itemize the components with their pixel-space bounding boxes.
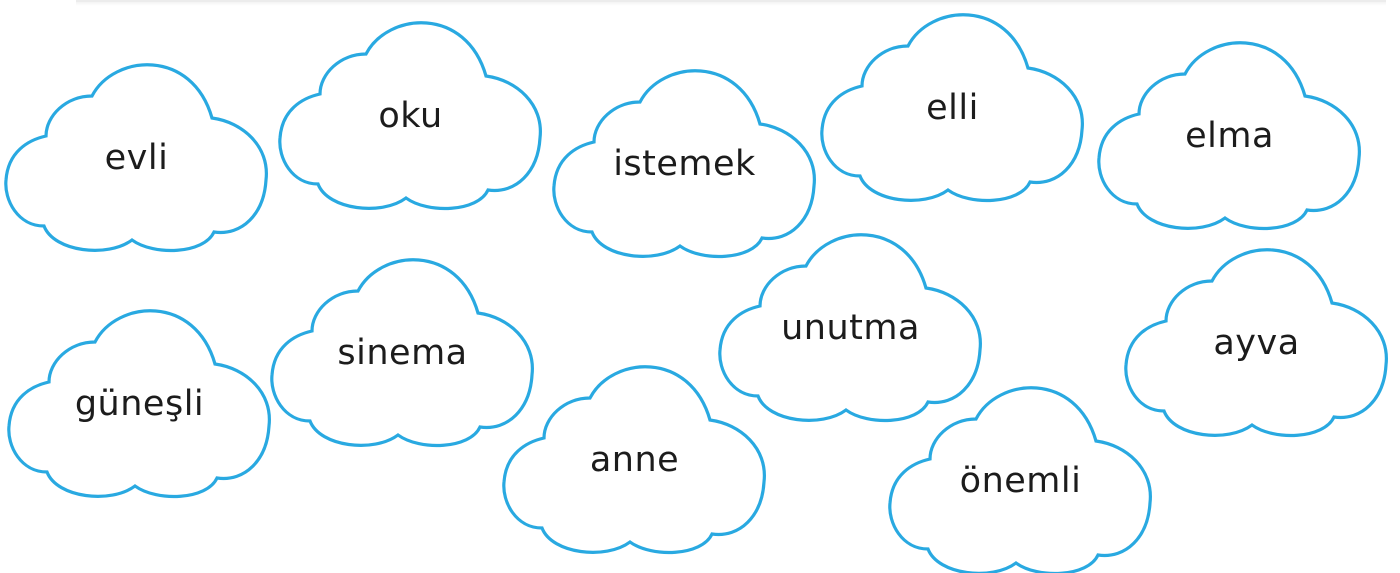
word-cloud-elli[interactable] <box>820 0 1085 200</box>
cloud-word: elli <box>926 88 979 128</box>
top-divider-shadow <box>76 2 1386 6</box>
word-cloud-ayva[interactable] <box>1124 225 1389 435</box>
cloud-word: oku <box>378 96 443 136</box>
cloud-word: unutma <box>781 308 920 348</box>
cloud-word: elma <box>1185 116 1274 156</box>
cloud-word: güneşli <box>74 384 205 424</box>
cloud-word: sinema <box>337 333 468 373</box>
word-cloud-sinema[interactable] <box>270 235 535 445</box>
cloud-word: istemek <box>613 144 756 184</box>
word-cloud-elma[interactable] <box>1097 18 1362 228</box>
word-cloud-evli[interactable] <box>4 40 269 250</box>
cloud-word: anne <box>589 440 680 480</box>
word-cloud-onemli[interactable] <box>888 363 1153 573</box>
cloud-word: önemli <box>959 461 1082 501</box>
word-cloud-oku[interactable] <box>278 0 543 208</box>
word-cloud-guneşli[interactable] <box>7 286 272 496</box>
cloud-word: evli <box>104 138 169 178</box>
cloud-word: ayva <box>1213 323 1300 363</box>
